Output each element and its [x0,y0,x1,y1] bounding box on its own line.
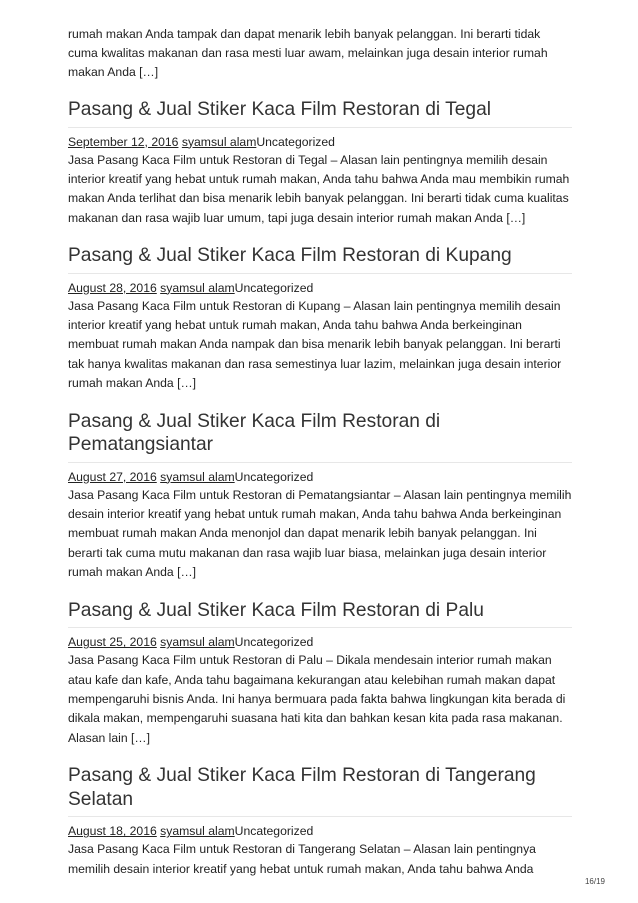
document-page [68,0,572,879]
post-title[interactable]: Pasang & Jual Stiker Kaca Film Restoran di Tangerang Selatan [68,764,572,817]
post-title[interactable]: Pasang & Jual Stiker Kaca Film Restoran di Tegal [68,98,572,128]
post-author-link[interactable]: syamsul alam [181,134,257,149]
post-category: Uncategorized [256,134,335,149]
post-item [68,410,572,583]
post-meta [68,133,572,151]
post-meta [68,279,572,297]
page-number: 16/19 [584,877,605,886]
post-author-link[interactable]: syamsul alam [160,280,235,295]
post-date-link[interactable]: August 18, 2016 [68,824,157,839]
post-excerpt: Jasa Pasang Kaca Film untuk Restoran di Pematangsiantar – Alasan lain pentingnya memilih desain interior kreatif yang hebat untuk rumah makan, Anda tahu bahwa Anda berkeinginan membuat rumah makan Anda menonjol dan dapat menarik lebih banyak pelanggan. Ini berarti tak cuma mutu makanan dan rasa wajib luar biasa, melainkan juga desain interior rumah makan Anda […] [68,487,572,580]
post-date-link[interactable]: August 27, 2016 [68,469,157,484]
post-date-link[interactable]: August 28, 2016 [68,280,157,295]
post-meta [68,822,572,840]
post-title[interactable]: Pasang & Jual Stiker Kaca Film Restoran di Pematangsiantar [68,410,572,463]
post-author-link[interactable]: syamsul alam [160,635,235,650]
post-category: Uncategorized [234,824,314,839]
post-excerpt: Jasa Pasang Kaca Film untuk Restoran di Kupang – Alasan lain pentingnya memilih desain interior kreatif yang hebat untuk rumah makan, Anda tahu bahwa Anda berkeinginan membuat rumah makan Anda nampak dan bisa menarik lebih banyak pelanggan. Ini berarti tak hanya kwalitas makanan dan rasa semestinya luar lazim, melainkan juga desain interior rumah makan Anda […] [68,298,562,391]
post-title[interactable]: Pasang & Jual Stiker Kaca Film Restoran di Palu [68,599,572,629]
post-item [68,244,572,394]
post-item [68,98,572,228]
post-meta [68,633,572,651]
post-author-link[interactable]: syamsul alam [160,469,235,484]
post-date-link[interactable]: August 25, 2016 [68,635,157,650]
post-category: Uncategorized [234,469,314,484]
post-item [68,764,572,879]
post-excerpt: Jasa Pasang Kaca Film untuk Restoran di Tangerang Selatan – Alasan lain pentingnya memilih desain interior kreatif yang hebat untuk rumah makan, Anda tahu bahwa Anda [68,842,536,876]
post-category: Uncategorized [234,280,314,295]
post-date-link[interactable]: September 12, 2016 [68,134,179,149]
post-author-link[interactable]: syamsul alam [160,824,235,839]
post-item [68,599,572,749]
post-meta [68,468,572,486]
post-excerpt: Jasa Pasang Kaca Film untuk Restoran di Palu – Dikala mendesain interior rumah makan atau kafe dan kafe, Anda tahu bagaimana kekurangan atau kelebihan rumah makan dapat mempengaruhi bisnis Anda. Ini hanya bermuara pada fakta bahwa lingkungan kita berada di dikala makan, mempengaruhi suasana hati kita dan bahkan kesan kita pada rasa makanan. Alasan lain […] [68,653,566,745]
post-excerpt: Jasa Pasang Kaca Film untuk Restoran di Tegal – Alasan lain pentingnya memilih desain interior kreatif yang hebat untuk rumah makan, Anda tahu bahwa Anda mau membikin rumah makan Anda terlihat dan bisa menarik lebih banyak pelanggan. Ini berarti tidak cuma kualitas makanan dan rasa wajib luar umum, tapi juga desain interior rumah makan Anda […] [68,152,570,225]
post-category: Uncategorized [234,635,314,650]
intro-paragraph: rumah makan Anda tampak dan dapat menarik lebih banyak pelanggan. Ini berarti tidak cuma kwalitas makanan dan rasa mesti luar awam, melainkan juga desain interior rumah makan Anda […] [68,27,548,79]
post-title[interactable]: Pasang & Jual Stiker Kaca Film Restoran di Kupang [68,244,572,274]
